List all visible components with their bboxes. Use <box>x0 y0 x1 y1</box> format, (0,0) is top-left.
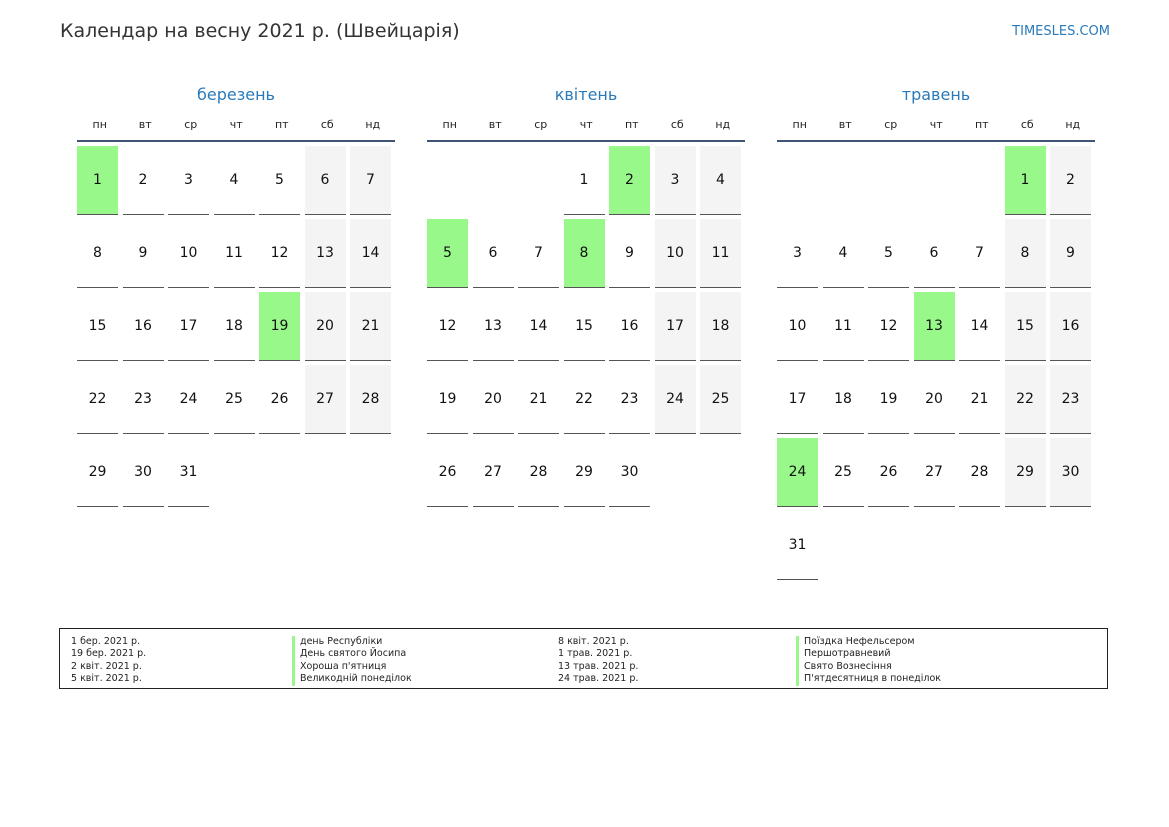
weekday-label: пт <box>974 118 989 131</box>
day-cell: 22 <box>564 365 605 434</box>
month-calendar <box>427 84 745 511</box>
day-empty <box>473 146 514 215</box>
legend-date: 5 квіт. 2021 р. <box>71 673 142 685</box>
day-cell: 6 <box>305 146 346 215</box>
day-empty <box>868 146 909 215</box>
day-cell: 31 <box>777 511 818 580</box>
day-cell: 6 <box>914 219 955 288</box>
day-cell: 14 <box>518 292 559 361</box>
day-cell: 25 <box>823 438 864 507</box>
weekday-label: нд <box>715 118 731 131</box>
day-cell: 13 <box>305 219 346 288</box>
weekday-label: чт <box>929 118 943 131</box>
day-cell: 15 <box>77 292 118 361</box>
day-cell: 3 <box>777 219 818 288</box>
weekday-label: нд <box>1065 118 1081 131</box>
day-cell: 25 <box>214 365 255 434</box>
day-cell: 18 <box>214 292 255 361</box>
weekday-header <box>427 116 745 142</box>
weekday-label: пт <box>624 118 639 131</box>
day-cell: 12 <box>259 219 300 288</box>
day-cell-holiday: 1 <box>1005 146 1046 215</box>
day-cell: 30 <box>609 438 650 507</box>
legend-holiday-name: день Республіки <box>292 636 412 648</box>
day-cell: 4 <box>214 146 255 215</box>
day-cell: 24 <box>168 365 209 434</box>
day-cell: 16 <box>123 292 164 361</box>
page-title: Календар на весну 2021 р. (Швейцарія) <box>60 20 460 42</box>
weekday-label: вт <box>838 118 852 131</box>
day-cell: 18 <box>823 365 864 434</box>
weekday-header <box>77 116 395 142</box>
day-cell: 4 <box>700 146 741 215</box>
day-cell: 16 <box>1050 292 1091 361</box>
day-empty <box>518 146 559 215</box>
weekday-label: сб <box>1020 118 1034 131</box>
day-cell: 17 <box>777 365 818 434</box>
day-cell: 27 <box>914 438 955 507</box>
legend-date: 24 трав. 2021 р. <box>558 673 639 685</box>
day-cell: 30 <box>123 438 164 507</box>
legend-date: 1 трав. 2021 р. <box>558 648 633 660</box>
legend-holiday-name: День святого Йосипа <box>292 648 412 660</box>
day-cell: 5 <box>259 146 300 215</box>
day-cell: 2 <box>1050 146 1091 215</box>
day-cell: 29 <box>1005 438 1046 507</box>
day-empty <box>777 146 818 215</box>
day-cell: 19 <box>427 365 468 434</box>
day-cell: 27 <box>305 365 346 434</box>
legend-date: 19 бер. 2021 р. <box>71 648 147 660</box>
legend-date: 2 квіт. 2021 р. <box>71 660 142 672</box>
day-cell: 4 <box>823 219 864 288</box>
legend-holiday-name: Поїздка Нефельсером <box>796 636 941 648</box>
day-cell: 18 <box>700 292 741 361</box>
day-cell: 23 <box>1050 365 1091 434</box>
weekday-label: ср <box>534 118 548 131</box>
day-cell: 6 <box>473 219 514 288</box>
day-cell: 11 <box>700 219 741 288</box>
day-cell: 27 <box>473 438 514 507</box>
day-cell: 10 <box>168 219 209 288</box>
day-cell-holiday: 8 <box>564 219 605 288</box>
day-cell: 16 <box>609 292 650 361</box>
day-cell: 23 <box>609 365 650 434</box>
site-link[interactable]: TIMESLES.COM <box>1012 24 1110 39</box>
legend-date: 8 квіт. 2021 р. <box>558 636 629 647</box>
day-cell: 9 <box>609 219 650 288</box>
day-empty <box>823 146 864 215</box>
day-cell: 22 <box>77 365 118 434</box>
legend-dates-col-2 <box>558 636 638 686</box>
day-cell: 19 <box>868 365 909 434</box>
day-empty <box>427 146 468 215</box>
weekday-label: вт <box>488 118 502 131</box>
day-cell-holiday: 1 <box>77 146 118 215</box>
day-cell: 23 <box>123 365 164 434</box>
legend-holiday-name: Свято Вознесіння <box>796 661 941 673</box>
day-cell: 24 <box>655 365 696 434</box>
legend-names-col-2 <box>796 636 941 686</box>
day-cell: 20 <box>473 365 514 434</box>
day-cell: 11 <box>214 219 255 288</box>
day-cell: 12 <box>868 292 909 361</box>
day-cell: 25 <box>700 365 741 434</box>
weekday-label: вт <box>138 118 152 131</box>
month-calendar <box>77 84 395 511</box>
day-cell: 17 <box>168 292 209 361</box>
day-cell: 10 <box>777 292 818 361</box>
legend-date: 13 трав. 2021 р. <box>558 660 639 672</box>
holiday-legend <box>59 628 1108 689</box>
day-cell: 31 <box>168 438 209 507</box>
weekday-label: ср <box>184 118 198 131</box>
day-cell: 28 <box>959 438 1000 507</box>
day-cell: 22 <box>1005 365 1046 434</box>
day-cell-holiday: 13 <box>914 292 955 361</box>
day-cell: 7 <box>350 146 391 215</box>
legend-dates-col-1 <box>71 636 146 686</box>
legend-names-col-1 <box>292 636 412 686</box>
month-name: травень <box>901 85 971 104</box>
weekday-label: нд <box>365 118 381 131</box>
days-grid <box>77 146 395 511</box>
day-cell: 12 <box>427 292 468 361</box>
day-cell: 8 <box>1005 219 1046 288</box>
day-cell: 14 <box>959 292 1000 361</box>
day-cell: 29 <box>564 438 605 507</box>
legend-holiday-name: П'ятдесятниця в понеділок <box>796 673 941 685</box>
day-cell: 8 <box>77 219 118 288</box>
legend-holiday-name: Хороша п'ятниця <box>292 661 412 673</box>
day-cell: 9 <box>123 219 164 288</box>
day-cell: 15 <box>564 292 605 361</box>
day-cell: 5 <box>868 219 909 288</box>
month-calendar <box>777 84 1095 584</box>
weekday-label: сб <box>320 118 334 131</box>
weekday-label: пн <box>442 118 457 131</box>
weekday-header <box>777 116 1095 142</box>
month-name: березень <box>197 85 275 104</box>
day-cell-holiday: 24 <box>777 438 818 507</box>
day-cell: 2 <box>123 146 164 215</box>
legend-holiday-name: Першотравневий <box>796 648 941 660</box>
day-cell: 10 <box>655 219 696 288</box>
legend-holiday-name: Великодній понеділок <box>292 673 412 685</box>
weekday-label: пн <box>92 118 107 131</box>
day-cell: 13 <box>473 292 514 361</box>
day-cell: 30 <box>1050 438 1091 507</box>
day-cell: 20 <box>914 365 955 434</box>
weekday-label: ср <box>884 118 898 131</box>
weekday-label: пн <box>792 118 807 131</box>
days-grid <box>777 146 1095 584</box>
day-cell: 21 <box>350 292 391 361</box>
day-cell: 9 <box>1050 219 1091 288</box>
day-cell-holiday: 19 <box>259 292 300 361</box>
day-cell: 17 <box>655 292 696 361</box>
day-cell: 3 <box>655 146 696 215</box>
day-cell: 28 <box>518 438 559 507</box>
weekday-label: пт <box>274 118 289 131</box>
day-cell: 29 <box>77 438 118 507</box>
day-cell: 21 <box>518 365 559 434</box>
day-cell: 26 <box>868 438 909 507</box>
weekday-label: сб <box>670 118 684 131</box>
day-cell-holiday: 2 <box>609 146 650 215</box>
day-cell: 7 <box>518 219 559 288</box>
day-cell: 11 <box>823 292 864 361</box>
day-cell: 3 <box>168 146 209 215</box>
day-cell: 7 <box>959 219 1000 288</box>
day-cell: 14 <box>350 219 391 288</box>
month-name: квітень <box>554 85 618 104</box>
weekday-label: чт <box>579 118 593 131</box>
days-grid <box>427 146 745 511</box>
day-cell: 26 <box>427 438 468 507</box>
day-empty <box>959 146 1000 215</box>
day-cell: 1 <box>564 146 605 215</box>
day-cell: 21 <box>959 365 1000 434</box>
day-cell: 20 <box>305 292 346 361</box>
day-cell: 26 <box>259 365 300 434</box>
day-cell: 28 <box>350 365 391 434</box>
weekday-label: чт <box>229 118 243 131</box>
day-cell: 15 <box>1005 292 1046 361</box>
day-empty <box>914 146 955 215</box>
legend-date: 1 бер. 2021 р. <box>71 636 141 647</box>
day-cell-holiday: 5 <box>427 219 468 288</box>
